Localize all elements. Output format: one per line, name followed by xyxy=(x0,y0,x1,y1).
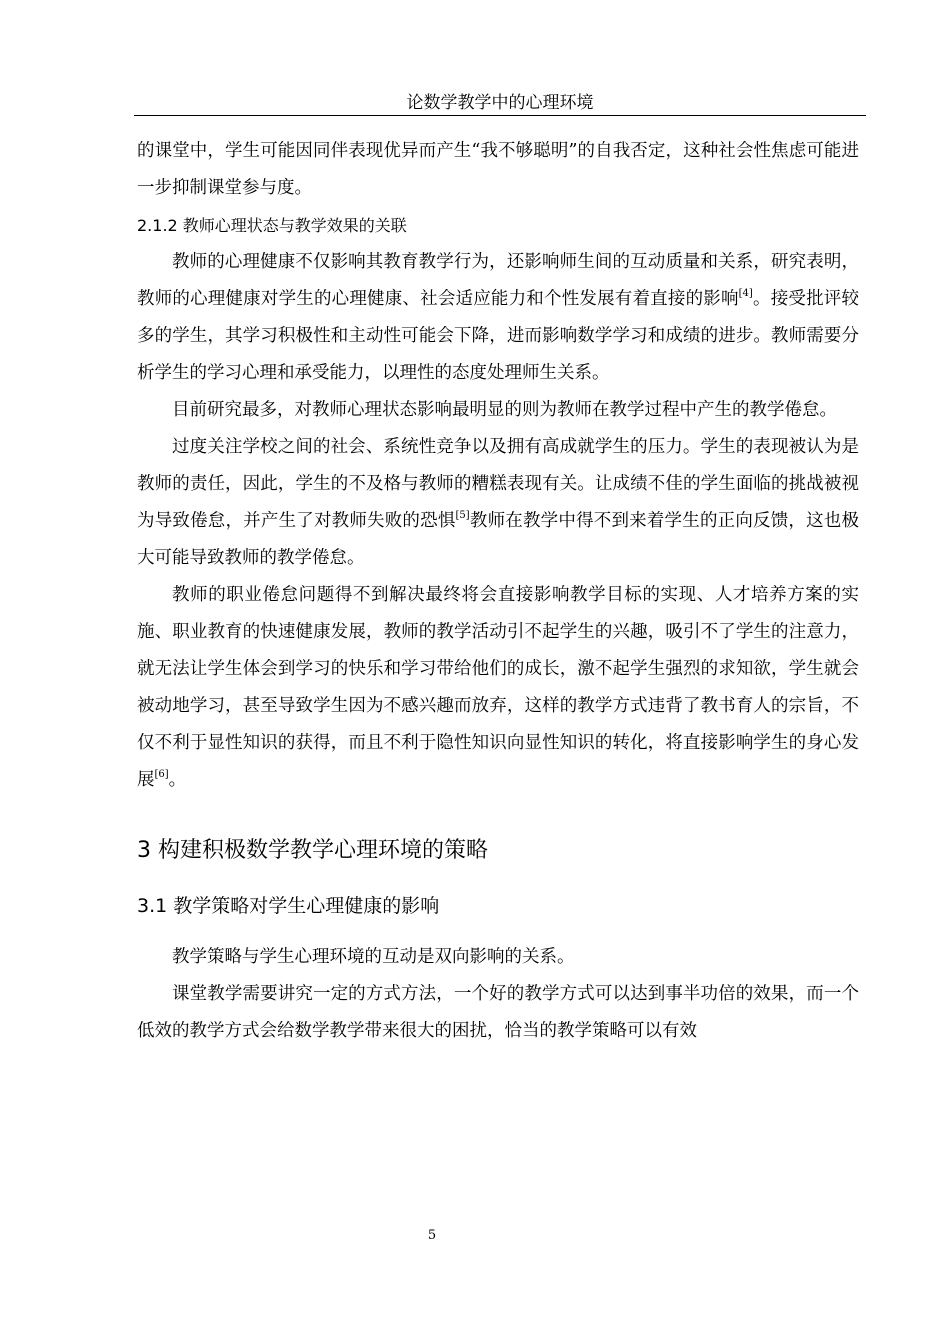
citation-ref-5: [5] xyxy=(455,510,470,521)
paragraph-text: 。接受批评较多的学生，其学习积极性和主动性可能会下降，进而影响数学学习和成绩的进步。教师需要分析学生的学习心理和承受能力，以理性的态度处理师生关系。 xyxy=(137,289,860,383)
page-number: 5 xyxy=(427,1228,437,1243)
running-header: 论数学教学中的心理环境 xyxy=(406,93,594,113)
paragraph-burnout-effects xyxy=(137,577,859,799)
paragraph-text: 。 xyxy=(168,770,187,790)
paragraph-text: 过度关注学校之间的社会、系统性竞争以及拥有高成就学生的压力。学生的表现被认为是教师的责任，因此，学生的不及格与教师的糟糕表现有关。让成绩不佳的学生面临的挑战被视为导致倦怠，并产生了对教师失败的恐惧 xyxy=(137,437,859,531)
paragraph-classroom-methods: 课堂教学需要讲究一定的方式方法，一个好的教学方式可以达到事半功倍的效果，而一个低效的教学方式会给数学教学带来很大的困扰，恰当的教学策略可以有效 xyxy=(137,984,859,1041)
subsection-heading-2-1-2: 2.1.2 教师心理状态与教学效果的关联 xyxy=(137,216,407,235)
header-rule xyxy=(134,115,866,116)
paragraph-competition-pressure xyxy=(137,429,859,577)
paragraph-text: 教师的心理健康不仅影响其教育教学行为，还影响师生间的互动质量和关系，研究表明，教师的心理健康对学生的心理健康、社会适应能力和个性发展有着直接的影响 xyxy=(137,252,859,309)
paragraph-text: 教师在教学中得不到来着学生的正向反馈，这也极大可能导致教师的教学倦怠。 xyxy=(137,511,860,568)
paragraph-strategy-interaction: 教学策略与学生心理环境的互动是双向影响的关系。 xyxy=(172,947,575,967)
section-heading-3-1: 3.1 教学策略对学生心理健康的影响 xyxy=(137,895,440,917)
section-heading-3: 3 构建积极数学教学心理环境的策略 xyxy=(137,838,488,863)
paragraph-text: 教师的职业倦怠问题得不到解决最终将会直接影响教学目标的实现、人才培养方案的实施、职业教育的快速健康发展，教师的教学活动引不起学生的兴趣，吸引不了学生的注意力，就无法让学生体会到学习的快乐和学习带给他们的成长，激不起学生强烈的求知欲，学生就会被动地学习，甚至导致学生因为不感兴趣而放弃，这样的教学方式违背了教书育人的宗旨，不仅不利于显性知识的获得，而且不利于隐性知识向显性知识的转化，将直接影响学生的身心发展 xyxy=(137,585,859,790)
paragraph-teaching-burnout: 目前研究最多，对教师心理状态影响最明显的则为教师在教学过程中产生的教学倦怠。 xyxy=(172,400,837,420)
paragraph-teacher-mental-health xyxy=(137,244,859,392)
citation-ref-6: [6] xyxy=(154,769,169,780)
citation-ref-4: [4] xyxy=(738,288,753,299)
paragraph-continued: 的课堂中，学生可能因同伴表现优异而产生“我不够聪明”的自我否定，这种社会性焦虑可能进一步抑制课堂参与度。 xyxy=(137,141,859,198)
page-body xyxy=(137,133,859,1050)
